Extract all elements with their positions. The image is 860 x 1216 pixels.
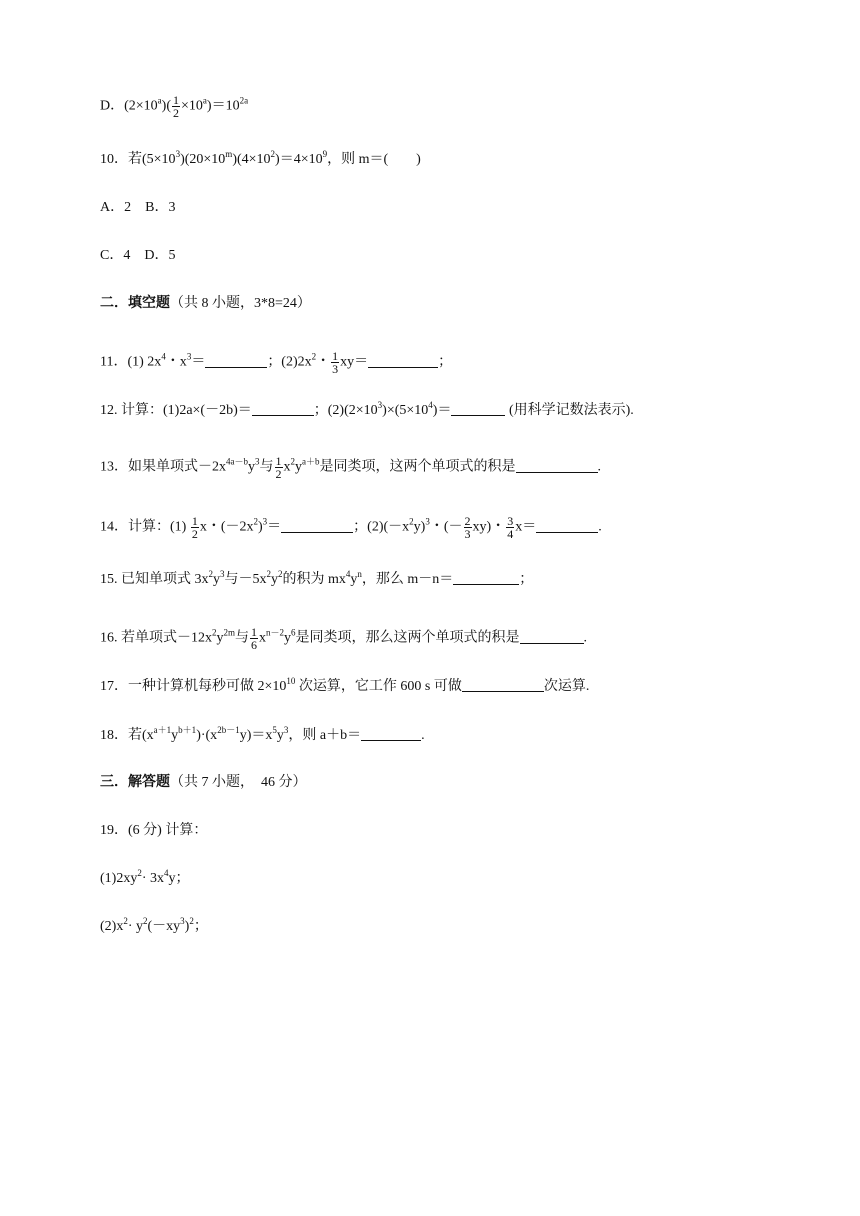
fraction: $\frac{1}{3}$ <box>332 349 339 376</box>
fraction: $\frac{1}{2}$ <box>173 93 179 120</box>
answer-blank[interactable] <box>536 518 598 533</box>
question-10: 10．若$(5\times 10^3)(20\times 10^m)(4\times 10^2)=4\times 10^9$，则 m＝( ) <box>100 149 421 167</box>
question-12: 12. 计算：(1)2a×(－2b)＝ ；$(2)(2\times 10^3)\times(5\times 10^4)=$ (用科学记数法表示). <box>100 400 634 418</box>
answer-blank[interactable] <box>252 401 314 416</box>
fraction: $\frac{3}{4}$ <box>507 514 514 541</box>
fraction: $\frac{1}{2}$ <box>191 514 198 541</box>
answer-blank[interactable] <box>281 518 353 533</box>
answer-blank[interactable] <box>205 353 267 368</box>
question-13: 13．如果单项式$-2x^{4a-b}y^3$与 $\frac{1}{2}$ $x^2y^{a+b}$是同类项，这两个单项式的积是 . <box>100 454 601 481</box>
fraction: $\frac{2}{3}$ <box>464 514 471 541</box>
q19-part-2: $(2)x^2\cdot y^2(-xy^3)^2$； <box>100 916 208 934</box>
answer-blank[interactable] <box>453 570 519 585</box>
answer-blank[interactable] <box>451 401 505 416</box>
question-19-title: 19．(6 分) 计算： <box>100 823 208 838</box>
section-3-heading: 三．解答题（共 7 小题， 46 分） <box>100 775 307 790</box>
question-14: 14．计算：(1) $\frac{1}{2}$ x・$(-2x^2)^3=$ ；$(2)(-x^2y)^3$・(－ $\frac{2}{3}$ xy)・ $\frac{3}{4}$ x＝ . <box>100 514 602 541</box>
answer-blank[interactable] <box>516 458 598 473</box>
q9-option-d: D．$(2\times 10^a)$( $\frac{1}{2}$ $\times 10^a)=10^{2a}$ <box>100 93 249 120</box>
fraction: $\frac{1}{2}$ <box>275 454 282 481</box>
q19-part-1: $(1)2xy^2\cdot 3x^4y$； <box>100 868 190 886</box>
question-11: 11．(1) $2x^4$・$x^3=$ ；$(2)2x^2$・ $\frac{1}{3}$ xy＝ ； <box>100 349 453 376</box>
q10-options-ab: A．2 B．3 <box>100 200 176 215</box>
fraction: $\frac{1}{6}$ <box>251 625 258 652</box>
question-15: 15. 已知单项式 $3x^2y^3$与$-5x^2y^2$的积为 $mx^4y^n$，那么 m－n＝ ； <box>100 569 534 587</box>
question-18: 18．若$(x^{a+1}y^{b+1})\cdot(x^{2b-1}y)=x^5y^3$，则 a＋b＝ . <box>100 725 425 743</box>
answer-blank[interactable] <box>361 726 421 741</box>
question-17: 17．一种计算机每秒可做 $2\times 10^{10}$ 次运算，它工作 600 s 可做 次运算. <box>100 676 590 694</box>
answer-blank[interactable] <box>368 353 438 368</box>
section-2-heading: 二．填空题（共 8 小题，3*8=24） <box>100 296 311 311</box>
answer-blank[interactable] <box>520 629 584 644</box>
question-16: 16. 若单项式$-12x^2y^{2m}$与 $\frac{1}{6}$ $x^{n-2}y^6$是同类项，那么这两个单项式的积是 . <box>100 625 588 652</box>
q10-options-cd: C．4 D．5 <box>100 248 176 263</box>
answer-blank[interactable] <box>462 677 544 692</box>
